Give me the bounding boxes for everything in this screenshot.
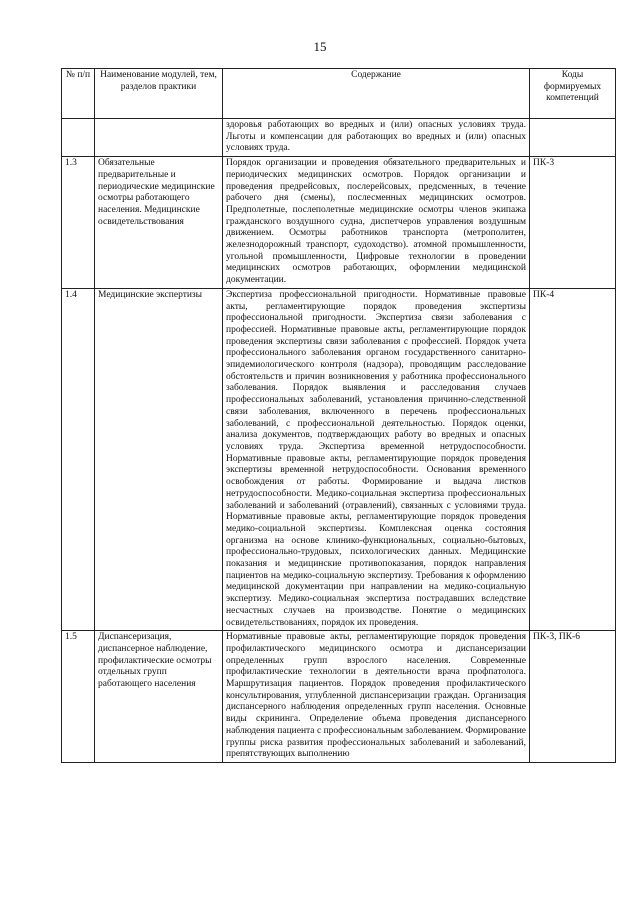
table-header-row <box>62 69 616 119</box>
row-competency-codes: ПК-4 <box>530 288 616 630</box>
row-content: здоровья работающих во вредных и (или) опасных условиях труда. Льготы и компенсации для работающих во вредных и (или) опасных условиях труда. <box>223 119 530 157</box>
row-module-name <box>95 119 223 157</box>
row-content: Нормативные правовые акты, регламентирующие порядок проведения профилактического медицинского осмотра и диспансеризации определенных групп взрослого населения. Современные профилактические технологии в деятельности врача профпатолога. Маршрутизация пациентов. Порядок проведения профилактического консультирования, углубленной диспансеризации граждан. Организация диспансерного наблюдения определенных групп населения. Основные виды скрининга. Определение объема проведения диспансерного наблюдения пациента с профессиональным заболеванием. Формирование группы риска развития профессиональных заболеваний и заболеваний, препятствующих выполнению <box>223 631 530 763</box>
row-competency-codes: ПК-3, ПК-6 <box>530 631 616 763</box>
header-number: № п/п <box>62 69 95 119</box>
row-number: 1.4 <box>62 288 95 630</box>
row-number: 1.3 <box>62 157 95 289</box>
practice-modules-table <box>61 68 616 763</box>
table-row <box>62 119 616 157</box>
header-competency-codes: Коды формируемых компетенций <box>530 69 616 119</box>
row-content: Экспертиза профессиональной пригодности. Нормативные правовые акты, регламентирующие порядок проведения экспертизы профессиональной пригодности. Экспертиза связи заболевания с профессией. Нормативные правовые акты, регламентирующие порядок проведения экспертизы связи заболевания с профессией. Порядок учета профессионального заболевания органом государственного санитарно-эпидемиологического контроля (надзора), проводящим расследование обстоятельств и причин возникновения у работника профессионального заболевания. Порядок выявления и расследования случаев профессиональных заболеваний, установления причинно-следственной связи заболевания, включенного в перечень профессиональных заболеваний, с профессиональной деятельностью. Порядок оценки, анализа документов, подтверждающих работу во вредных и опасных условиях труда. Экспертиза временной нетрудоспособности. Нормативные правовые акты, регламентирующие порядок проведения экспертизы временной нетрудоспособности. Основания временного освобождения от работы. Формирование и выдача листков нетрудоспособности. Медико-социальная экспертиза профессиональных заболеваний и заболеваний (отравлений), связанных с условиями труда. Нормативные правовые акты, регламентирующие порядок проведения медико-социальной экспертизы. Комплексная оценка состояния организма на основе клинико-функциональных, социально-бытовых, профессионально-трудовых, психологических данных. Медицинские показания и медицинские противопоказания, порядок направления пациентов на медико-социальную экспертизу. Требования к оформлению медицинской документации при направлении на медико-социальную экспертизу. Медико-социальная экспертиза пострадавших вследствие несчастных случаев на производстве. Понятие о медицинских освидетельствованиях, порядок их проведения. <box>223 288 530 630</box>
row-module-name: Диспансеризация, диспансерное наблюдение, профилактические осмотры отдельных групп работающего населения <box>95 631 223 763</box>
table-row <box>62 157 616 289</box>
row-module-name: Обязательные предварительные и периодические медицинские осмотры работающего населения. Медицинские освидетельствования <box>95 157 223 289</box>
row-content: Порядок организации и проведения обязательного предварительных и периодических медицинских осмотров. Порядок организации и проведения предрейсовых, послерейсовых, предсменных, в течение рабочего дня (смены), послесменных медицинских осмотров. Предполетные, послеполетные медицинские осмотры членов экипажа гражданского воздушного судна, диспетчеров управления воздушным движением. Осмотры работников транспорта (метрополитен, железнодорожный транспорт, судоходство). атомной промышленности, угольной промышленности, Цифровые технологии в проведении медицинских осмотров работающих, оформлении медицинской документации. <box>223 157 530 289</box>
table-row <box>62 288 616 630</box>
row-number: 1.5 <box>62 631 95 763</box>
table-row <box>62 631 616 763</box>
row-module-name: Медицинские экспертизы <box>95 288 223 630</box>
header-module-name: Наименование модулей, тем, разделов практики <box>95 69 223 119</box>
row-number <box>62 119 95 157</box>
header-content: Содержание <box>223 69 530 119</box>
page-number: 15 <box>313 39 327 54</box>
row-competency-codes <box>530 119 616 157</box>
row-competency-codes: ПК-3 <box>530 157 616 289</box>
